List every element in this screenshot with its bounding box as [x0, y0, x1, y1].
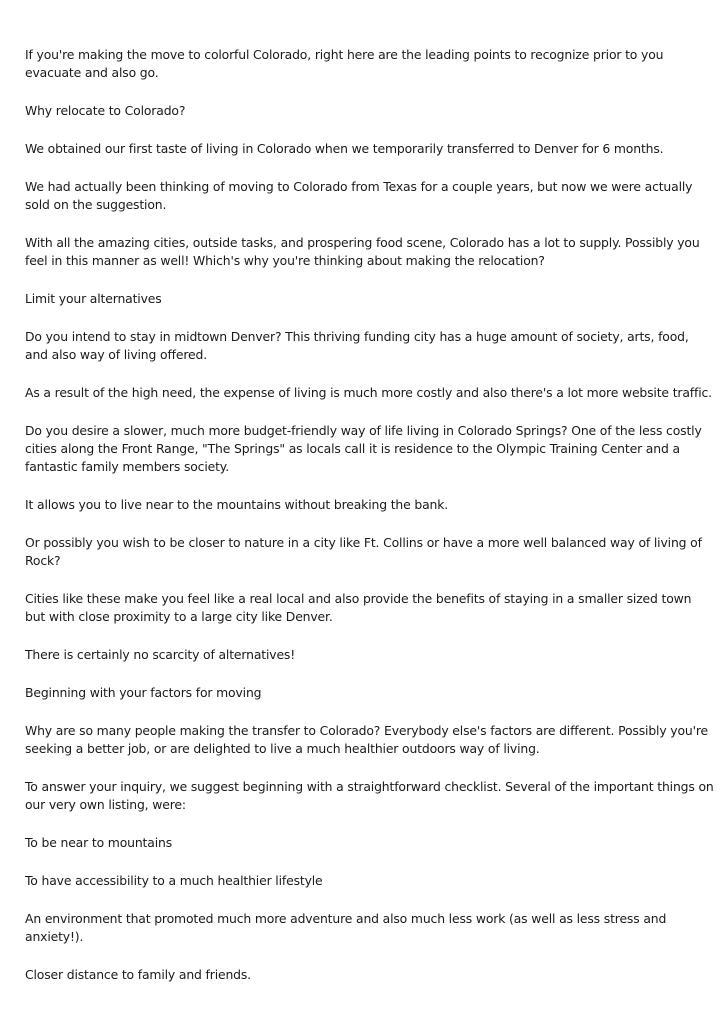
paragraph-why-so-many: Why are so many people making the transfer to Colorado? Everybody else's factors are different. Possibly you're seeking a better job, or are delighted to live a much healthier outdoors way of living. [25, 723, 709, 756]
paragraph-cities-activities: With all the amazing cities, outside tasks, and prospering food scene, Colorado has a lot to supply. Possibly you feel in this manner as well! Which's why you're thinking about making the relocation? [25, 235, 700, 268]
paragraph-near-mountains: It allows you to live near to the mountains without breaking the bank. [25, 497, 449, 512]
paragraph-cost-of-living: As a result of the high need, the expense of living is much more costly and also there's a lot more website traffic. [25, 385, 712, 400]
paragraph-colorado-springs: Do you desire a slower, much more budget-friendly way of life living in Colorado Springs? One of the less costly cities along the Front Range, "The Springs" as locals call it is residence to the Olympic Training Center and a fantastic family members society. [25, 423, 702, 474]
paragraph-smaller-town: Cities like these make you feel like a real local and also provide the benefits of staying in a smaller sized town but with close proximity to a large city like Denver. [25, 591, 692, 624]
heading-limit-alternatives: Limit your alternatives [25, 291, 162, 306]
paragraph-closer-to-nature: Or possibly you wish to be closer to nature in a city like Ft. Collins or have a more well balanced way of living of Rock? [25, 535, 702, 568]
paragraph-intro: If you're making the move to colorful Colorado, right here are the leading points to recognize prior to you evacuate and also go. [25, 47, 664, 80]
paragraph-first-taste: We obtained our first taste of living in Colorado when we temporarily transferred to Denver for 6 months. [25, 141, 664, 156]
paragraph-denver: Do you intend to stay in midtown Denver? This thriving funding city has a huge amount of society, arts, food, and also way of living offered. [25, 329, 689, 362]
heading-why-relocate: Why relocate to Colorado? [25, 103, 186, 118]
list-item-adventure: An environment that promoted much more adventure and also much less work (as well as less stress and anxiety!). [25, 911, 667, 944]
paragraph-checklist: To answer your inquiry, we suggest beginning with a straightforward checklist. Several of the important things on our very own listing, were: [25, 779, 714, 812]
list-item-mountains: To be near to mountains [25, 835, 172, 850]
paragraph-no-scarcity: There is certainly no scarcity of alternatives! [25, 647, 296, 662]
paragraph-sold-on-idea: We had actually been thinking of moving to Colorado from Texas for a couple years, but now we were actually sold on the suggestion. [25, 179, 693, 212]
heading-factors-for-moving: Beginning with your factors for moving [25, 685, 262, 700]
list-item-healthier-lifestyle: To have accessibility to a much healthier lifestyle [25, 873, 323, 888]
list-item-family-friends: Closer distance to family and friends. [25, 967, 251, 982]
article-body [25, 46, 715, 1004]
